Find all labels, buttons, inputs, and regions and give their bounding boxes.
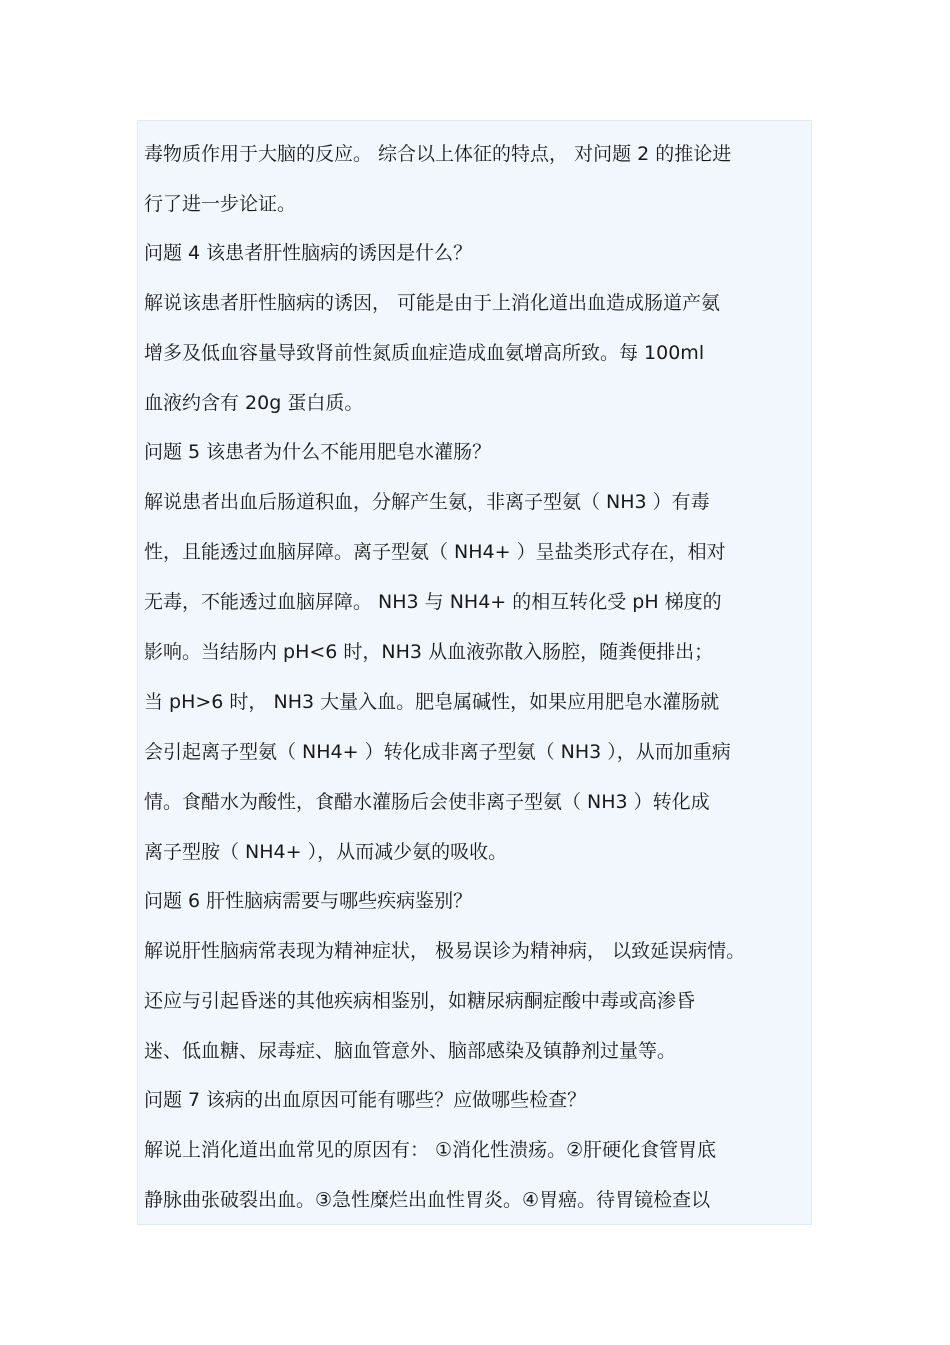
text-line: 解说该患者肝性脑病的诱因， 可能是由于上消化道出血造成肠道产氨 — [144, 292, 721, 314]
text-line: 性，且能透过血脑屏障。离子型氨（ NH4+ ）呈盐类形式存在，相对 — [144, 541, 726, 563]
text-line: 增多及低血容量导致肾前性氮质血症造成血氨增高所致。每 100ml — [144, 342, 705, 364]
text-line: 静脉曲张破裂出血。③急性糜烂出血性胃炎。④胃癌。待胃镜检查以 — [144, 1189, 711, 1211]
text-line: 无毒，不能透过血脑屏障。 NH3 与 NH4+ 的相互转化受 pH 梯度的 — [144, 591, 722, 613]
text-line: 行了进一步论证。 — [144, 193, 297, 215]
text-line: 当 pH>6 时， NH3 大量入血。肥皂属碱性，如果应用肥皂水灌肠就 — [144, 691, 720, 713]
question-heading: 问题 7 该病的出血原因可能有哪些？应做哪些检查？ — [144, 1089, 587, 1111]
question-heading: 问题 4 该患者肝性脑病的诱因是什么？ — [144, 242, 473, 264]
text-line: 影响。当结肠内 pH<6 时，NH3 从血液弥散入肠腔，随粪便排出； — [144, 641, 714, 663]
text-line: 迷、低血糖、尿毒症、脑血管意外、脑部感染及镇静剂过量等。 — [144, 1040, 677, 1062]
text-line: 毒物质作用于大脑的反应。 综合以上体征的特点， 对问题 2 的推论进 — [144, 143, 732, 165]
text-line: 离子型胺（ NH4+ ），从而减少氨的吸收。 — [144, 841, 508, 863]
text-line: 还应与引起昏迷的其他疾病相鉴别，如糖尿病酮症酸中毒或高渗昏 — [144, 990, 696, 1012]
text-line: 会引起离子型氨（ NH4+ ）转化成非离子型氨（ NH3 ），从而加重病 — [144, 741, 731, 763]
question-heading: 问题 5 该患者为什么不能用肥皂水灌肠？ — [144, 441, 492, 463]
text-line: 解说肝性脑病常表现为精神症状， 极易误诊为精神病， 以致延误病情。 — [144, 940, 746, 962]
text-line: 血液约含有 20g 蛋白质。 — [144, 392, 364, 414]
text-line: 解说患者出血后肠道积血，分解产生氨，非离子型氨（ NH3 ）有毒 — [144, 491, 710, 513]
text-line: 解说上消化道出血常见的原因有： ①消化性溃疡。②肝硬化食管胃底 — [144, 1139, 717, 1161]
question-heading: 问题 6 肝性脑病需要与哪些疾病鉴别？ — [144, 890, 473, 912]
text-block — [137, 120, 812, 1225]
text-line: 情。食醋水为酸性，食醋水灌肠后会使非离子型氨（ NH3 ）转化成 — [144, 791, 710, 813]
